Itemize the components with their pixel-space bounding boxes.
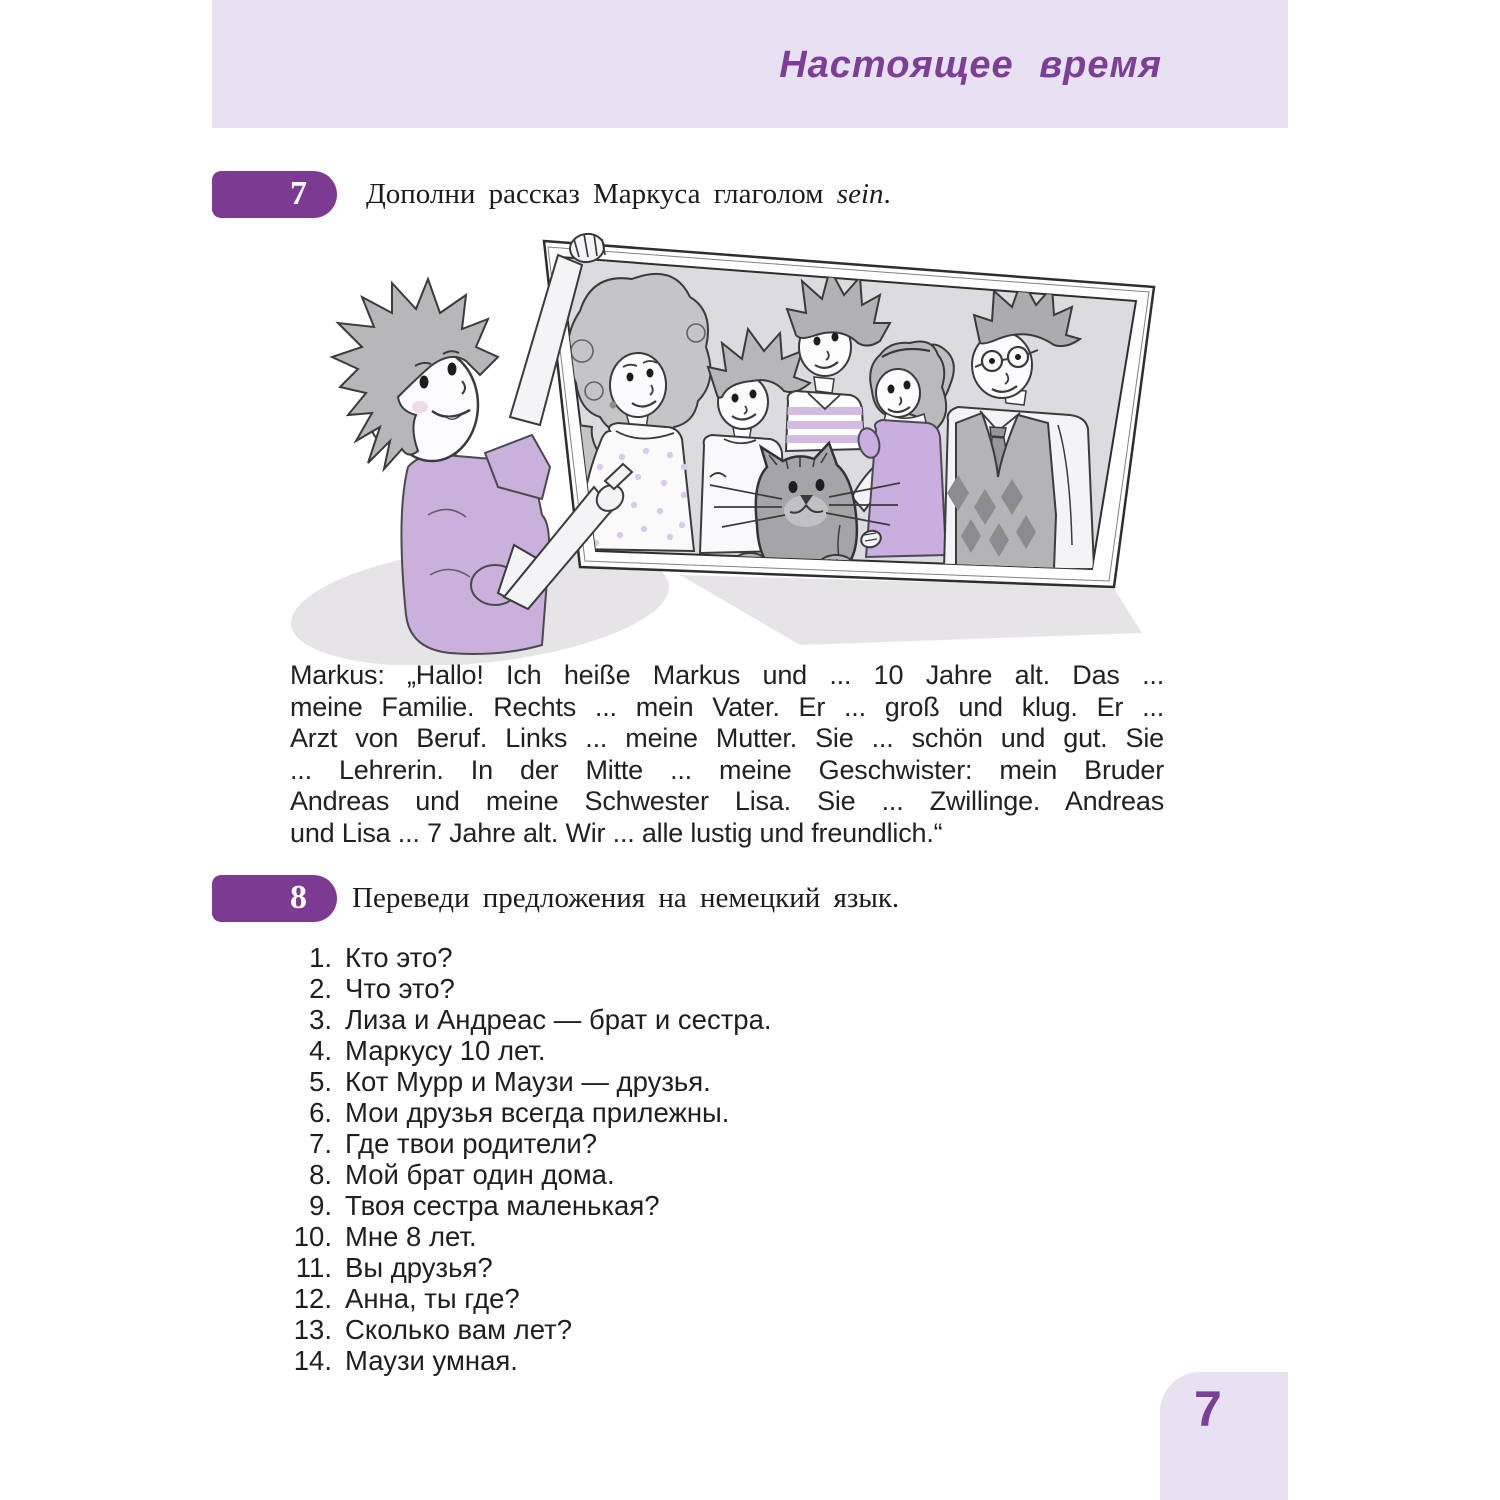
list-item-number: 2. (309, 973, 332, 1004)
exercise-7-title: Дополни рассказ Маркуса глаголом sein. (366, 178, 891, 210)
list-item (280, 1283, 772, 1314)
list-item (280, 973, 772, 1004)
list-item-number: 10. (293, 1221, 332, 1252)
list-item-number: 7. (309, 1128, 332, 1159)
exercise-7-number: 7 (290, 175, 307, 212)
list-item-text: Вы друзья? (345, 1252, 493, 1283)
list-item (280, 1314, 772, 1345)
story-line: meine Familie. Rechts ... mein Vater. Er ... groß und klug. Er ... (290, 691, 1164, 722)
illustration-svg (280, 215, 1180, 665)
list-item (280, 1221, 772, 1252)
list-item-text: Маузи умная. (345, 1345, 518, 1376)
family-group (568, 269, 1094, 575)
markus-story-paragraph (290, 660, 1164, 849)
list-item (280, 1190, 772, 1221)
list-item-number: 14. (293, 1345, 332, 1376)
list-item (280, 1128, 772, 1159)
chapter-title: Настоящее время (779, 44, 1162, 86)
list-item-number: 13. (293, 1314, 332, 1345)
list-item-text: Кто это? (345, 942, 453, 973)
list-item-number: 1. (309, 942, 332, 973)
story-line: und Lisa ... 7 Jahre alt. Wir ... alle lustig und freundlich.“ (290, 817, 943, 848)
page-number: 7 (1194, 1381, 1222, 1437)
list-item-text: Маркусу 10 лет. (345, 1035, 546, 1066)
list-item-number: 3. (309, 1004, 332, 1035)
list-item-number: 5. (309, 1066, 332, 1097)
list-item-text: Мои друзья всегда прилежны. (345, 1097, 730, 1128)
list-item-number: 9. (309, 1190, 332, 1221)
list-item-number: 6. (309, 1097, 332, 1128)
list-item (280, 1066, 772, 1097)
list-item-text: Твоя сестра маленькая? (345, 1190, 660, 1221)
story-line: Markus: „Hallo! Ich heiße Markus und ... 10 Jahre alt. Das ... (290, 660, 1164, 690)
list-item-number: 4. (309, 1035, 332, 1066)
list-item-text: Мне 8 лет. (345, 1221, 477, 1252)
exercise-8-number: 8 (290, 879, 307, 916)
story-line: ... Lehrerin. In der Mitte ... meine Geschwister: mein Bruder (290, 754, 1164, 785)
list-item (280, 1004, 772, 1035)
chapter-banner (212, 0, 1288, 128)
list-item (280, 1035, 772, 1066)
story-line: Arzt von Beruf. Links ... meine Mutter. Sie ... schön und gut. Sie (290, 723, 1164, 753)
list-item-text: Где твои родители? (345, 1128, 597, 1159)
page-number-box (1160, 1372, 1288, 1500)
exercise-8-badge (212, 875, 337, 922)
family-photo-illustration (280, 215, 1180, 665)
list-item (280, 942, 772, 973)
list-item-text: Анна, ты где? (345, 1283, 520, 1314)
exercise-7-badge (212, 171, 337, 218)
translation-sentence-list (280, 942, 772, 1376)
list-item-number: 8. (309, 1159, 332, 1190)
list-item (280, 1345, 772, 1376)
list-item (280, 1097, 772, 1128)
list-item (280, 1252, 772, 1283)
list-item-number: 12. (293, 1283, 332, 1314)
list-item-text: Что это? (345, 973, 455, 1004)
list-item-text: Кот Мурр и Маузи — друзья. (345, 1066, 711, 1097)
list-item-text: Мой брат один дома. (345, 1159, 615, 1190)
list-item-text: Сколько вам лет? (345, 1314, 572, 1345)
list-item-number: 11. (295, 1252, 332, 1283)
exercise-8-title: Переведи предложения на немецкий язык. (352, 882, 900, 914)
list-item-text: Лиза и Андреас — брат и сестра. (345, 1004, 772, 1035)
list-item (280, 1159, 772, 1190)
story-line: Andreas und meine Schwester Lisa. Sie ... Zwillinge. Andreas (290, 786, 1164, 816)
